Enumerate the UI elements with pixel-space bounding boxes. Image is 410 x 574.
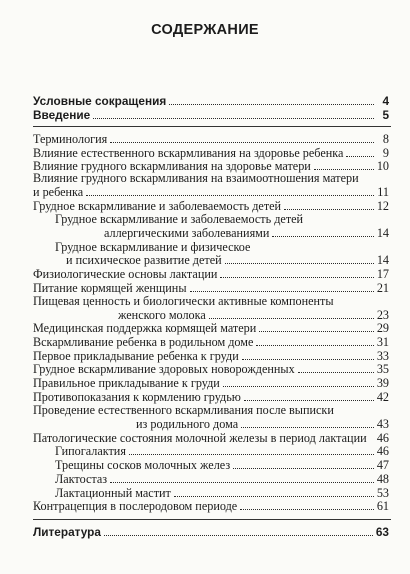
toc-entry-title: Медицинская поддержка кормящей матери bbox=[33, 321, 257, 335]
toc-entry[interactable] bbox=[33, 473, 389, 486]
toc-entry-page: 14 bbox=[376, 253, 389, 267]
toc-entry-title: Грудное вскармливание здоровых новорожденных bbox=[33, 362, 295, 376]
toc-entry-page: 46 bbox=[376, 431, 389, 445]
toc-entry-title: из родильного дома bbox=[136, 417, 239, 431]
toc-entry-title-line: Пищевая ценность и биологически активные компоненты bbox=[33, 294, 334, 308]
dot-leader bbox=[259, 331, 374, 332]
toc-entry-title-line: Проведение естественного вскармливания после выписки bbox=[33, 403, 334, 417]
toc-entry-title-line: Грудное вскармливание и заболеваемость детей bbox=[55, 212, 304, 226]
toc-entry-title: Влияние грудного вскармливания на здоровье матери bbox=[33, 159, 311, 173]
toc-entry-title-line: Влияние грудного вскармливания на взаимоотношения матери bbox=[33, 171, 359, 185]
dot-leader bbox=[110, 142, 374, 143]
toc-entry-title: Терминология bbox=[33, 132, 108, 146]
toc-entry-page: 8 bbox=[382, 132, 389, 146]
dot-leader bbox=[93, 118, 374, 119]
toc-entry[interactable] bbox=[33, 377, 389, 390]
toc-entry-page: 9 bbox=[382, 146, 389, 160]
toc-entry-title: Литература bbox=[33, 525, 101, 539]
toc-entry-title: Патологические состояния молочной железы в период лактации bbox=[33, 431, 367, 445]
toc-entry-title: и психическое развитие детей bbox=[66, 253, 222, 267]
dot-leader bbox=[174, 496, 374, 497]
toc-entry-page: 61 bbox=[376, 499, 389, 513]
dot-leader bbox=[272, 236, 373, 237]
toc-entry-page: 21 bbox=[376, 281, 389, 295]
dot-leader bbox=[110, 482, 374, 483]
dot-leader bbox=[104, 535, 373, 536]
toc-entry-title: и ребенка bbox=[33, 185, 84, 199]
toc-entry-title: Контрацепция в послеродовом периоде bbox=[33, 499, 238, 513]
toc-entry-title: Трещины сосков молочных желез bbox=[55, 458, 231, 472]
dot-leader bbox=[241, 427, 374, 428]
dot-leader bbox=[86, 195, 374, 196]
toc-entry-page: 10 bbox=[376, 159, 389, 173]
toc-entry[interactable] bbox=[33, 363, 389, 376]
dot-leader bbox=[284, 209, 374, 210]
section-divider bbox=[33, 519, 391, 520]
toc-entry-page: 53 bbox=[376, 486, 389, 500]
dot-leader bbox=[370, 441, 374, 442]
toc-entry-page: 46 bbox=[376, 444, 389, 458]
dot-leader bbox=[223, 386, 374, 387]
toc-entry[interactable] bbox=[33, 227, 389, 240]
dot-leader bbox=[298, 372, 374, 373]
toc-entry-page: 63 bbox=[375, 525, 389, 539]
dot-leader bbox=[314, 169, 374, 170]
toc-entry-page: 47 bbox=[376, 458, 389, 472]
toc-entry-page: 17 bbox=[376, 267, 389, 281]
toc-entry-introduction[interactable] bbox=[33, 109, 389, 122]
toc-entry[interactable] bbox=[33, 254, 389, 267]
toc-entry-literature[interactable] bbox=[33, 526, 389, 539]
toc-entry[interactable] bbox=[33, 186, 389, 199]
toc-entry[interactable] bbox=[33, 459, 389, 472]
toc-entry[interactable] bbox=[33, 336, 389, 349]
toc-entry-page: 14 bbox=[376, 226, 389, 240]
toc-entry-title-line: Грудное вскармливание и физическое bbox=[55, 240, 251, 254]
dot-leader bbox=[209, 318, 374, 319]
toc-entry-page: 31 bbox=[376, 335, 389, 349]
dot-leader bbox=[242, 359, 374, 360]
toc-entry[interactable] bbox=[33, 500, 389, 513]
dot-leader bbox=[240, 509, 374, 510]
dot-leader bbox=[256, 345, 373, 346]
toc-entry-title: Первое прикладывание ребенка к груди bbox=[33, 349, 239, 363]
toc-entry-title: аллергическими заболеваниями bbox=[104, 226, 270, 240]
toc-entry-page: 39 bbox=[376, 376, 389, 390]
toc-entry[interactable] bbox=[33, 418, 389, 431]
dot-leader bbox=[233, 468, 374, 469]
toc-entry-page: 11 bbox=[377, 185, 389, 199]
toc-entry-title: Лактостаз bbox=[55, 472, 108, 486]
toc-entry-page: 48 bbox=[376, 472, 389, 486]
toc-entry-page: 23 bbox=[376, 308, 389, 322]
toc-entry-title: женского молока bbox=[118, 308, 206, 322]
toc-entry-title: Введение bbox=[33, 108, 91, 122]
dot-leader bbox=[346, 156, 374, 157]
dot-leader bbox=[129, 454, 374, 455]
toc-entry-title: Условные сокращения bbox=[33, 94, 167, 108]
toc-entry-page: 35 bbox=[376, 362, 389, 376]
toc-entry-title: Влияние естественного вскармливания на здоровье ребенка bbox=[33, 146, 344, 160]
toc-entry[interactable] bbox=[33, 445, 389, 458]
toc-entry-title: Гипогалактия bbox=[55, 444, 126, 458]
toc-entry-page: 29 bbox=[376, 321, 389, 335]
dot-leader bbox=[244, 400, 374, 401]
toc-entry-title: Физиологические основы лактации bbox=[33, 267, 218, 281]
toc-entry-page: 33 bbox=[376, 349, 389, 363]
toc-entry-page: 12 bbox=[376, 199, 389, 213]
toc-entry-title: Правильное прикладывание к груди bbox=[33, 376, 220, 390]
toc-entry-page: 42 bbox=[376, 390, 389, 404]
dot-leader bbox=[220, 277, 373, 278]
toc-entry-title: Лактационный мастит bbox=[55, 486, 171, 500]
toc-entry[interactable] bbox=[33, 268, 389, 281]
dot-leader bbox=[225, 263, 374, 264]
toc-entry-title: Вскармливание ребенка в родильном доме bbox=[33, 335, 254, 349]
toc-entry-page: 5 bbox=[382, 108, 389, 122]
dot-leader bbox=[169, 104, 374, 105]
page-title: СОДЕРЖАНИЕ bbox=[151, 22, 259, 38]
toc-entry-page: 4 bbox=[382, 94, 389, 108]
section-divider bbox=[33, 126, 391, 127]
toc-entry-page: 43 bbox=[376, 417, 389, 431]
toc-entry-title: Противопоказания к кормлению грудью bbox=[33, 390, 241, 404]
toc-entry[interactable] bbox=[33, 133, 389, 146]
toc-entry-title: Питание кормящей женщины bbox=[33, 281, 187, 295]
toc-entry-title: Грудное вскармливание и заболеваемость детей bbox=[33, 199, 282, 213]
toc-entry[interactable] bbox=[33, 322, 389, 335]
dot-leader bbox=[190, 291, 374, 292]
toc-entry-abbreviations[interactable] bbox=[33, 95, 389, 108]
